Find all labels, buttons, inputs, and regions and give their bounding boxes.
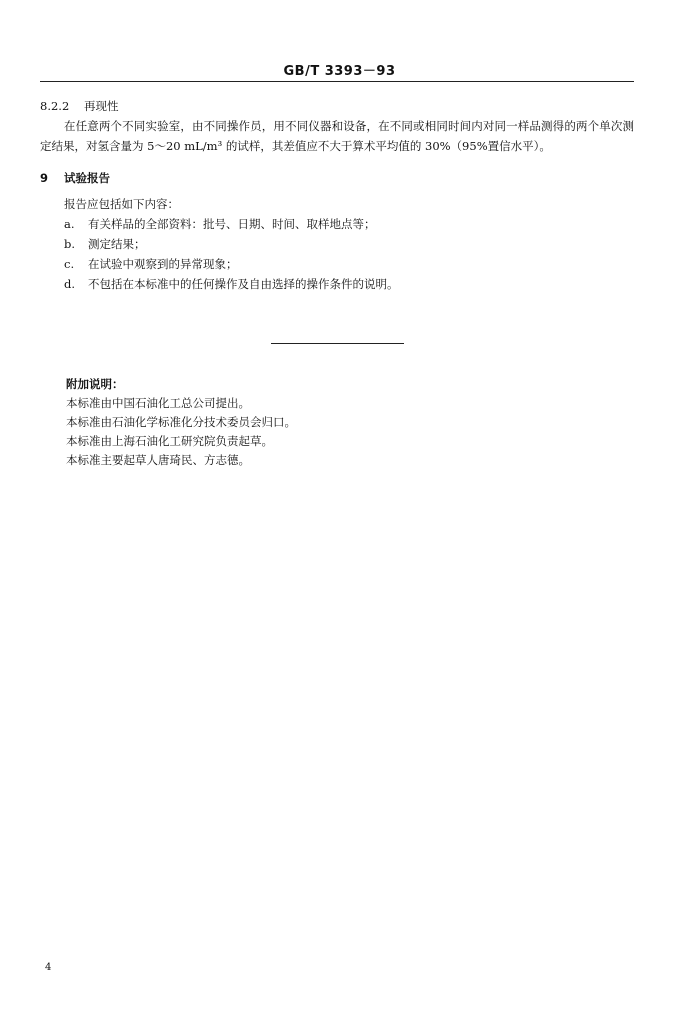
reproducibility-paragraph: 在任意两个不同实验室，由不同操作员，用不同仪器和设备，在不同或相同时间内对同一样品测得的两个单次测定结果，对氢含量为 5～20 mL/m³ 的试样，其差值应不大于算术平均值的 30%（95%置信水平）。 [40,119,634,153]
report-items-list [40,214,634,294]
header-divider [40,81,634,82]
document-body [40,96,634,294]
addendum-block [66,375,626,470]
standard-code-header: GB/T 3393－93 [283,64,396,79]
list-item [64,234,634,254]
list-item [64,254,634,274]
section-title: 试验报告 [64,171,110,185]
clause-number: 8.2.2 [40,99,70,113]
page-number: 4 [45,962,52,973]
addendum-line: 本标准由上海石油化工研究院负责起草。 [66,434,273,448]
list-item-text: 测定结果； [88,237,146,251]
report-intro: 报告应包括如下内容： [64,197,179,211]
addendum-line: 本标准由石油化学标准化分技术委员会归口。 [66,415,296,429]
addendum-title: 附加说明： [66,377,124,391]
list-item [64,214,634,234]
list-item [64,274,634,294]
clause-title: 再现性 [84,99,119,113]
list-item-text: 在试验中观察到的异常现象； [88,257,238,271]
list-item-text: 有关样品的全部资料：批号、日期、时间、取样地点等； [88,217,376,231]
addendum-line: 本标准由中国石油化工总公司提出。 [66,396,250,410]
section-number: 9 [40,171,49,185]
addendum-line: 本标准主要起草人唐琦民、方志德。 [66,453,250,467]
clause-8-2-2-heading [40,96,634,116]
end-of-text-rule [271,343,404,344]
list-marker: d. [64,277,76,291]
list-marker: c. [64,257,75,271]
list-item-text: 不包括在本标准中的任何操作及自由选择的操作条件的说明。 [88,277,399,291]
list-marker: b. [64,237,76,251]
list-marker: a. [64,217,75,231]
section-9-heading [40,168,634,188]
